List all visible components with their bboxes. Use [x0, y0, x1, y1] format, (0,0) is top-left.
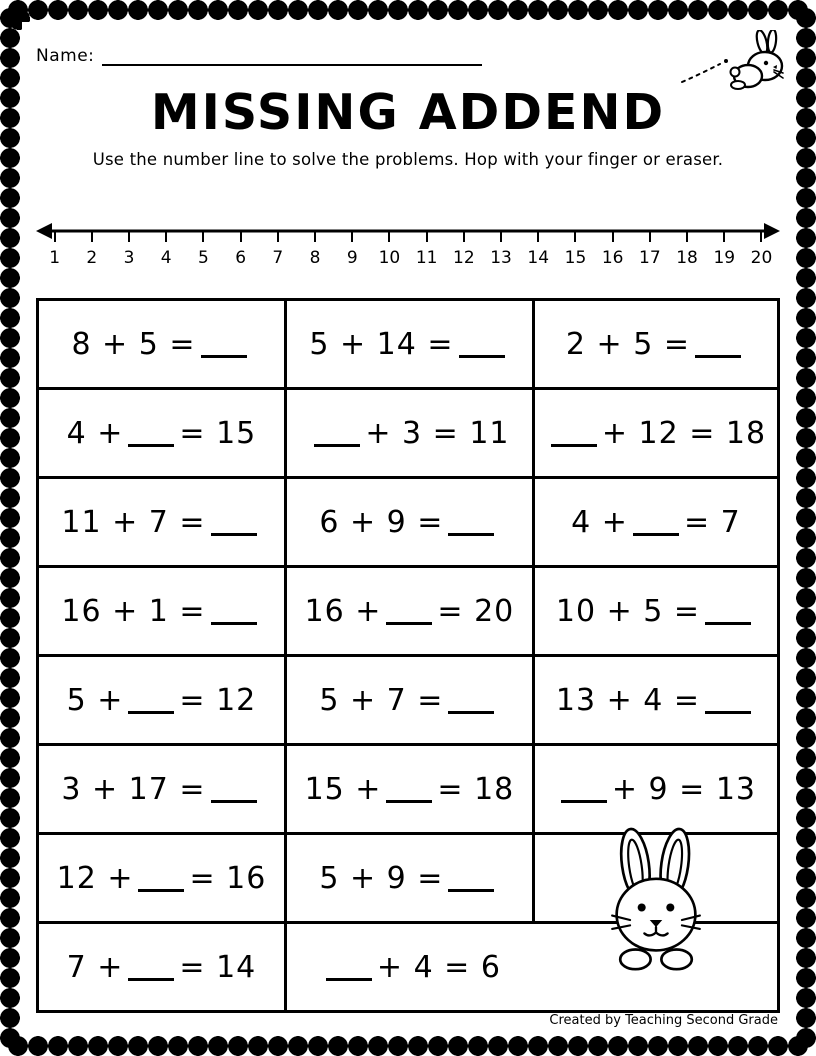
- page-subtitle: Use the number line to solve the problems. Hop with your finger or eraser.: [92, 150, 724, 169]
- answer-blank[interactable]: [448, 511, 494, 536]
- equation-text: 13 + 4 =: [555, 682, 701, 718]
- problem-cell[interactable]: [39, 835, 287, 921]
- problem-cell[interactable]: [287, 568, 535, 654]
- answer-blank[interactable]: [211, 600, 257, 625]
- answer-blank[interactable]: [211, 511, 257, 536]
- equation-text: 3 + 17 =: [61, 771, 206, 807]
- problem-row: [39, 390, 777, 479]
- problem-cell[interactable]: [287, 657, 535, 743]
- equation-text: 12 +: [56, 860, 134, 896]
- equation: [67, 950, 257, 985]
- equation: [305, 772, 515, 807]
- problem-cell[interactable]: [287, 479, 535, 565]
- equation-text: 8 + 5 =: [71, 326, 196, 362]
- problem-row: [39, 657, 777, 746]
- equation-text: 11 + 7 =: [61, 504, 206, 540]
- problem-cell[interactable]: [535, 301, 777, 387]
- equation: [305, 594, 515, 629]
- name-label: Name:: [36, 46, 95, 66]
- equation: [67, 416, 257, 451]
- answer-blank[interactable]: [128, 956, 174, 981]
- equation-text: = 14: [179, 949, 257, 985]
- problem-row: [39, 835, 777, 924]
- equation: [71, 327, 251, 362]
- equation: [319, 505, 499, 540]
- answer-blank[interactable]: [705, 600, 751, 625]
- answer-blank[interactable]: [211, 778, 257, 803]
- equation-text: = 20: [437, 593, 515, 629]
- equation-text: 7 +: [66, 949, 124, 985]
- equation-text: = 18: [437, 771, 515, 807]
- problem-grid: [36, 298, 780, 1013]
- problem-cell[interactable]: [39, 568, 287, 654]
- answer-blank[interactable]: [695, 333, 741, 358]
- equation-text: = 7: [683, 504, 741, 540]
- name-input-line[interactable]: [102, 50, 482, 66]
- tick-2: 2: [73, 242, 110, 268]
- answer-blank[interactable]: [386, 600, 432, 625]
- answer-blank[interactable]: [633, 511, 679, 536]
- equation: [57, 861, 267, 896]
- worksheet-content: [22, 22, 794, 1034]
- equation: [319, 683, 499, 718]
- answer-blank[interactable]: [448, 867, 494, 892]
- equation-text: 2 + 5 =: [565, 326, 690, 362]
- problem-cell[interactable]: [39, 746, 287, 832]
- answer-blank[interactable]: [459, 333, 505, 358]
- tick-18: 18: [668, 242, 705, 268]
- equation: [61, 505, 261, 540]
- equation: [61, 594, 261, 629]
- tick-1: 1: [36, 242, 73, 268]
- equation-text: 5 + 14 =: [309, 326, 454, 362]
- equation: [566, 327, 746, 362]
- equation-text: 16 +: [304, 593, 382, 629]
- tick-7: 7: [259, 242, 296, 268]
- answer-blank[interactable]: [561, 778, 607, 803]
- equation-text: 16 + 1 =: [61, 593, 206, 629]
- problem-cell[interactable]: [39, 657, 287, 743]
- border-scallop-right: [796, 8, 816, 1048]
- number-line: [36, 210, 780, 282]
- tick-5: 5: [185, 242, 222, 268]
- border-scallop-top: [8, 0, 808, 20]
- equation: [556, 683, 756, 718]
- equation-text: 15 +: [304, 771, 382, 807]
- problem-cell[interactable]: [535, 568, 777, 654]
- problem-cell[interactable]: [287, 924, 535, 1010]
- tick-9: 9: [334, 242, 371, 268]
- problem-cell[interactable]: [535, 390, 777, 476]
- answer-blank[interactable]: [551, 422, 597, 447]
- answer-blank[interactable]: [386, 778, 432, 803]
- tick-17: 17: [631, 242, 668, 268]
- credit-text: Created by Teaching Second Grade: [549, 1013, 778, 1028]
- problem-cell[interactable]: [287, 390, 535, 476]
- tick-3: 3: [110, 242, 147, 268]
- equation-text: 5 + 9 =: [319, 860, 444, 896]
- tick-8: 8: [296, 242, 333, 268]
- tick-14: 14: [520, 242, 557, 268]
- tick-6: 6: [222, 242, 259, 268]
- equation: [67, 683, 257, 718]
- equation: [321, 950, 501, 985]
- name-row: [36, 46, 482, 66]
- answer-blank[interactable]: [314, 422, 360, 447]
- equation-text: 4 +: [571, 504, 628, 540]
- tick-15: 15: [557, 242, 594, 268]
- answer-blank[interactable]: [128, 422, 174, 447]
- problem-row: [39, 301, 777, 390]
- answer-blank[interactable]: [448, 689, 494, 714]
- answer-blank[interactable]: [128, 689, 174, 714]
- equation-text: + 12 = 18: [601, 415, 767, 451]
- tick-19: 19: [706, 242, 743, 268]
- equation: [556, 594, 756, 629]
- equation: [556, 772, 756, 807]
- problem-cell[interactable]: [535, 479, 777, 565]
- equation: [571, 505, 741, 540]
- equation-text: = 15: [179, 415, 257, 451]
- equation-text: 5 + 7 =: [319, 682, 444, 718]
- grid-spacer: [535, 835, 777, 921]
- answer-blank[interactable]: [326, 956, 372, 981]
- problem-cell[interactable]: [287, 835, 535, 921]
- equation: [309, 327, 509, 362]
- number-line-ticks: [36, 242, 780, 268]
- equation-text: 6 + 9 =: [319, 504, 444, 540]
- problem-cell[interactable]: [39, 301, 287, 387]
- answer-blank[interactable]: [138, 867, 184, 892]
- problem-cell[interactable]: [39, 390, 287, 476]
- border-scallop-bottom: [8, 1036, 808, 1056]
- equation-text: = 12: [179, 682, 257, 718]
- equation-text: 5 +: [66, 682, 124, 718]
- equation-text: + 3 = 11: [365, 415, 510, 451]
- answer-blank[interactable]: [705, 689, 751, 714]
- border-scallop-left: [0, 8, 20, 1048]
- tick-16: 16: [594, 242, 631, 268]
- equation: [309, 416, 509, 451]
- equation-text: 4 +: [66, 415, 124, 451]
- problem-cell[interactable]: [39, 924, 287, 1010]
- problem-row: [39, 479, 777, 568]
- problem-row: [39, 568, 777, 657]
- problem-cell[interactable]: [287, 301, 535, 387]
- tick-10: 10: [371, 242, 408, 268]
- tick-11: 11: [408, 242, 445, 268]
- page-title: MISSING ADDEND: [150, 84, 666, 141]
- equation: [546, 416, 766, 451]
- tick-13: 13: [482, 242, 519, 268]
- equation-text: + 9 = 13: [611, 771, 757, 807]
- equation: [61, 772, 261, 807]
- equation: [319, 861, 499, 896]
- problem-cell[interactable]: [535, 657, 777, 743]
- equation-text: 10 + 5 =: [555, 593, 701, 629]
- tick-20: 20: [743, 242, 780, 268]
- equation-text: = 16: [189, 860, 267, 896]
- answer-blank[interactable]: [201, 333, 247, 358]
- tick-12: 12: [445, 242, 482, 268]
- equation-text: + 4 = 6: [376, 949, 501, 985]
- tick-4: 4: [148, 242, 185, 268]
- problem-cell[interactable]: [287, 746, 535, 832]
- problem-cell[interactable]: [39, 479, 287, 565]
